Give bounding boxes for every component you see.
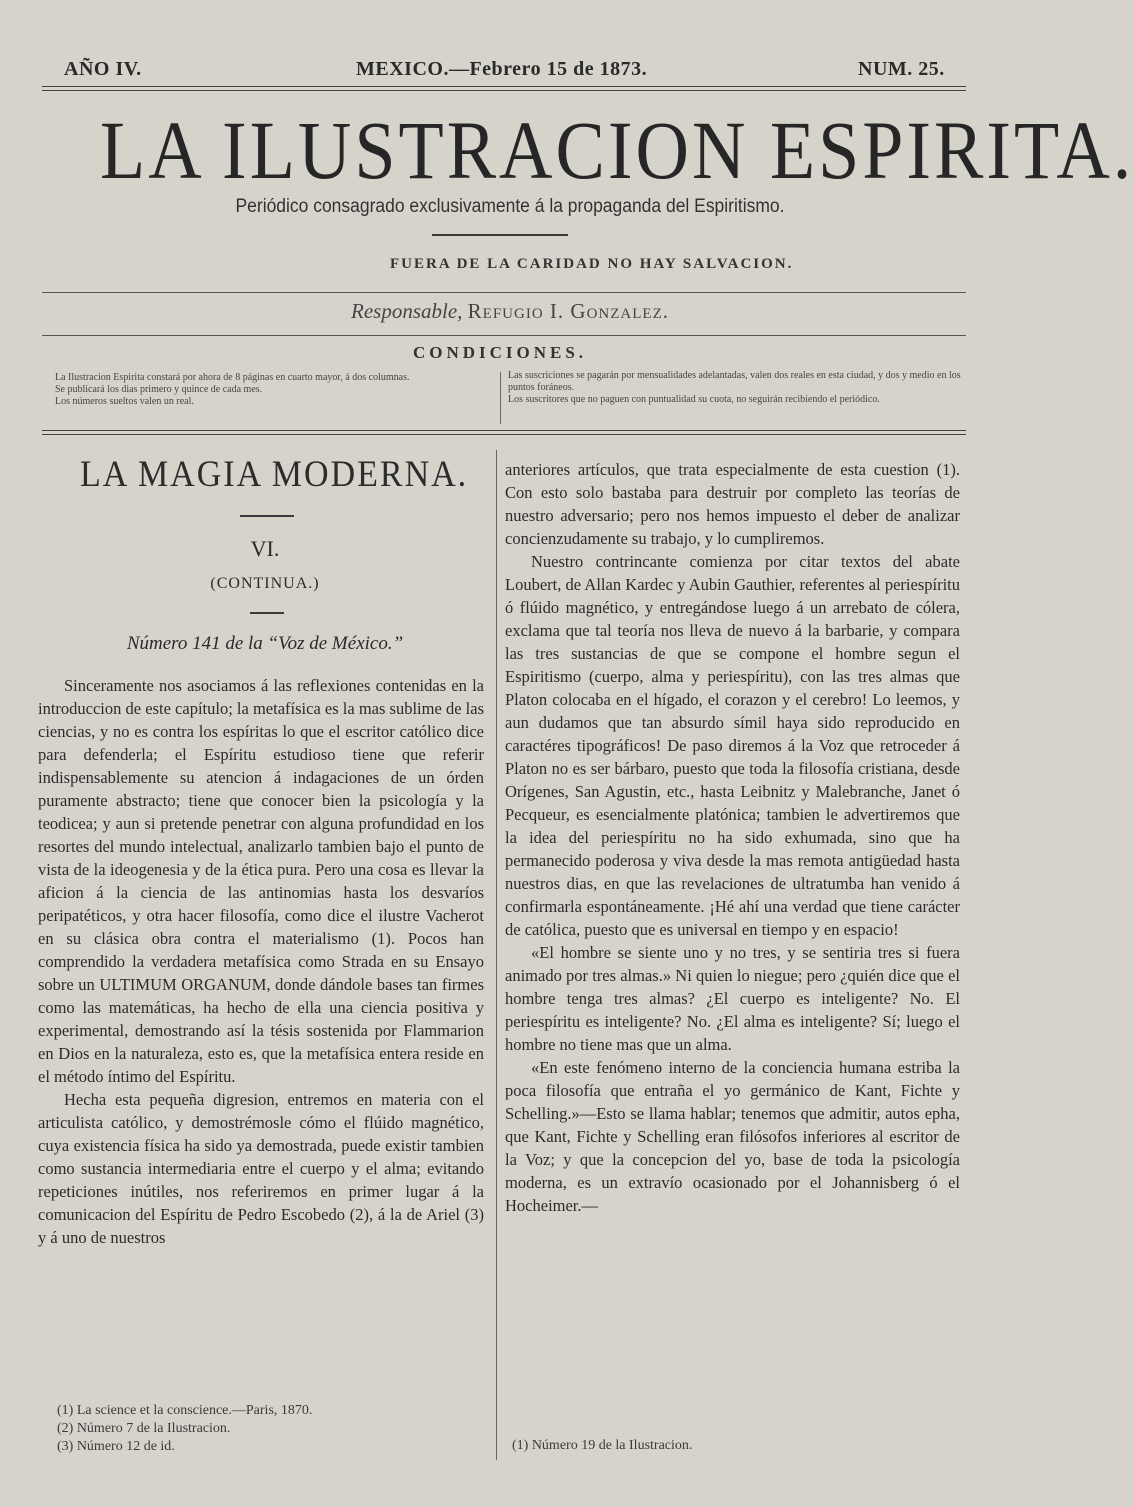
footnotes-left (57, 1402, 477, 1456)
condition-item: Los suscritores que no paguen con puntualidad su cuota, no seguirán recibiendo el periódico. (508, 394, 880, 405)
issue-number: NUM. 25. (858, 58, 945, 80)
footnote: (1) Número 19 de la Ilustracion. (512, 1438, 693, 1453)
paragraph: «En este fenómeno interno de la conciencia humana estriba la poca filosofía que entraña el yo germánico de Kant, Fichte y Schelling.»—Esto se llama hablar; tenemos que admitir, autos epha, que Kant, Fichte y Schelling eran filósofos inferiores al escritor de la Voz; y que la concepcion del yo, base de toda la psicología moderna, es un extravío ocasionado por el Johannisberg ó el Hocheimer.— (505, 1058, 960, 1215)
paragraph: Sinceramente nos asociamos á las reflexiones contenidas en la introduccion de este capítulo; la metafísica es la mas sublime de las ciencias, y no es contra los espíritas lo que el escritor católico dice para defenderla; el Espíritu estudioso tiene que referir indispensablemente su atencion á indagaciones de un órden puramente abstracto; tiene que conocer bien la psicología y la teodicea; y aun si pretende penetrar con alguna profundidad en los resortes del mundo intelectual, analizarlo tambien bajo el punto de vista de la ideogenesia y de la ética pura. Pero una cosa es llevar la aficion á la ciencia de las antinomias hasta los desvaríos peripatéticos, y otra hacer filosofía, como dice el ilustre Vacherot en su clásica obra contra el materialismo (1). Pocos han comprendido la verdadera metafísica como Strada en su Ensayo sobre un ULTIMUM ORGANUM, donde dándole bases tan firmes como las matemáticas, ha hecho de ella una ciencia positiva y experimental, demostrando así la tésis sostenida por Flammarion en Dios en la naturaleza, esto es, que la metafísica entera reside en el método íntimo del Espíritu. (38, 676, 484, 1086)
continua-rule (250, 612, 284, 614)
footnote: (3) Número 12 de id. (57, 1439, 175, 1454)
paragraph: anteriores artículos, que trata especialmente de esta cuestion (1). Con esto solo bastaba para destruir por completo las teorías de nuestro adversario; pero nos hemos impuesto el deber de analizar concienzudamente su trabajo, y lo cumpliremos. (505, 460, 960, 548)
motto: FUERA DE LA CARIDAD NO HAY SALVACION. (390, 256, 794, 272)
article-title: LA MAGIA MODERNA. (80, 454, 469, 495)
paragraph: «El hombre se siente uno y no tres, y se sentiria tres si fuera animado por tres almas.» Ni quien lo niegue; pero ¿quién dice que el hombre tenga tres almas? ¿El cuerpo es inteligente? No. El periespíritu es inteligente? No. ¿El alma es inteligente? Sí; luego el hombre no tiene mas que un alma. (505, 943, 960, 1054)
dateline: MEXICO.—Febrero 15 de 1873. (356, 58, 648, 80)
footnote: (1) La science et la conscience.—Paris, 1870. (57, 1403, 313, 1418)
right-column (505, 458, 960, 1217)
masthead-title: LA ILUSTRACION ESPIRITA. (100, 105, 1134, 197)
continua-label: (CONTINUA.) (210, 575, 320, 592)
masthead-subtitle: Periódico consagrado exclusivamente á la propaganda del Espiritismo. (235, 196, 785, 217)
paragraph: Hecha esta pequeña digresion, entremos en materia con el articulista católico, y demostrémosle cómo el flúido magnético, cuya existencia física ha sido ya demostrada, puede existir tambien como sustancia intermediaria entre el cuerpo y el alma; evitando repeticiones inútiles, nos referiremos en primer lugar á la comunicacion del Espíritu de Pedro Escobedo (2), á la de Ariel (3) y á uno de nuestros (38, 1090, 484, 1247)
left-column (38, 674, 484, 1249)
conditions-left (55, 372, 495, 408)
conditions-title: CONDICIONES. (412, 343, 588, 362)
condition-item: La Ilustracion Espirita constará por ahora de 8 páginas en cuarto mayor, á dos columnas. (55, 372, 410, 383)
column-divider (496, 450, 497, 1460)
conditions-rule (42, 430, 966, 435)
footnote: (2) Número 7 de la Ilustracion. (57, 1421, 231, 1436)
responsable-name: Refugio I. Gonzalez. (467, 299, 669, 323)
section-number: VI. (250, 536, 280, 561)
responsable-line (300, 299, 720, 324)
year-label: AÑO IV. (64, 58, 142, 80)
condition-item: Los números sueltos valen un real. (55, 396, 194, 407)
conditions-divider (500, 372, 501, 424)
responsable-rule-bottom (42, 335, 966, 336)
subtitle-rule (432, 234, 568, 236)
footnotes-right (512, 1437, 932, 1455)
responsable-label: Responsable, (351, 299, 463, 323)
conditions-right (508, 370, 963, 406)
paragraph: Nuestro contrincante comienza por citar textos del abate Loubert, de Allan Kardec y Aubin Gauthier, referentes al periespíritu ó flúido magnético, y entregándose luego á un arrebato de cólera, exclama que tal teoría nos lleva de nuevo á la barbarie, y compara las tres sustancias de que se compone el hombre segun el Espiritismo (cuerpo, alma y periespíritu), con las tres almas que Platon colocaba en el hígado, el corazon y el cerebro! Lo leemos, y aun dudamos que tan absurdo símil haya sido reproducido en caractéres tipográficos! De paso diremos á la Voz que retroceder á Platon no es ser bárbaro, puesto que toda la filosofía cristiana, desde Orígenes, San Agustin, etc., hasta Leibnitz y Malebranche, Janet ó Pecqueur, es esencialmente platónica; tambien le advertiremos que la idea del periespíritu no ha sido exhumada, sino que ha permanecido poderosa y viva desde la mas remota antigüedad hasta nuestros dias, en que las revelaciones de ultratumba han venido á confirmarla espontáneamente. ¡Hé ahí una verdad que tiene carácter de católica, puesto que es universal en tiempo y en espacio! (505, 552, 960, 939)
condition-item: Las suscriciones se pagarán por mensualidades adelantadas, valen dos reales en esta ciudad, y dos y medio en los puntos foráneos. (508, 370, 961, 393)
article-source: Número 141 de la “Voz de México.” (126, 633, 404, 654)
condition-item: Se publicará los dias primero y quince de cada mes. (55, 384, 263, 395)
title-rule (240, 515, 294, 517)
responsable-rule-top (42, 292, 966, 293)
header-rule (42, 86, 966, 91)
